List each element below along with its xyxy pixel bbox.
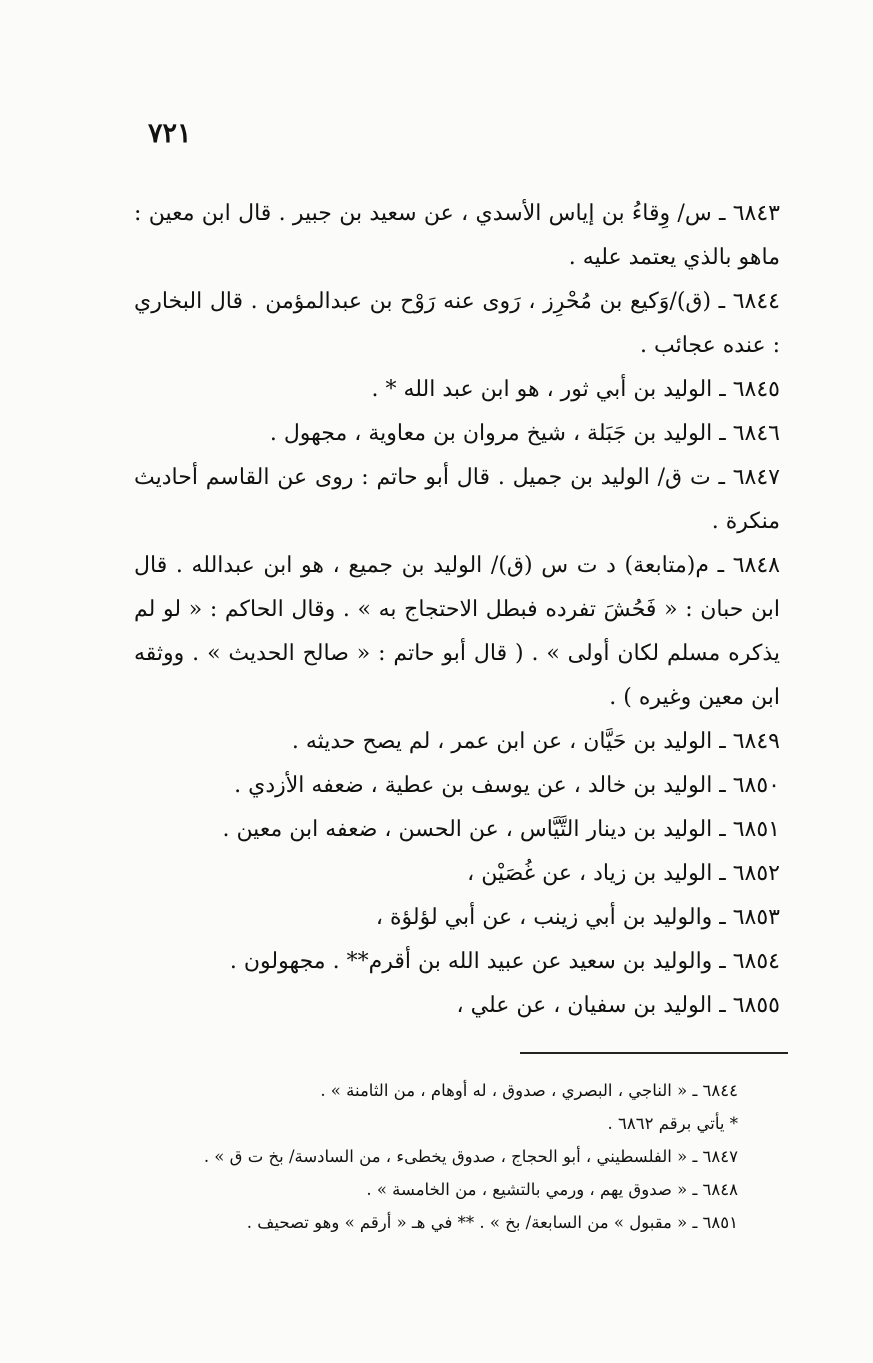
entry-6852: ٦٨٥٢ ـ الوليد بن زياد ، عن غُصَيْن ،	[467, 861, 780, 886]
footnote-divider	[520, 1052, 788, 1054]
page-number: ٧٢١	[148, 118, 192, 149]
entry-6843: ٦٨٤٣ ـ س/ وِقاءُ بن إياس الأسدي ، عن سعيد بن جبير . قال ابن معين : ماهو بالذي يعتمد عليه .	[134, 201, 780, 270]
entry-6851: ٦٨٥١ ـ الوليد بن دينار التَّيَّاس ، عن الحسن ، ضعفه ابن معين .	[222, 817, 780, 842]
footnote-6844: ٦٨٤٤ ـ « الناجي ، البصري ، صدوق ، له أوهام ، من الثامنة » .	[320, 1081, 738, 1100]
entry-6844: ٦٨٤٤ ـ (ق)/وَكيع بن مُحْرِز ، رَوى عنه رَوْح بن عبدالمؤمن . قال البخاري : عنده عجائب .	[134, 289, 780, 358]
entry-6855: ٦٨٥٥ ـ الوليد بن سفيان ، عن علي ،	[456, 993, 780, 1018]
entries-list	[134, 192, 780, 1028]
footnote-asterisk: * يأتي برقم ٦٨٦٢ .	[607, 1114, 738, 1133]
entry-6846: ٦٨٤٦ ـ الوليد بن جَبَلة ، شيخ مروان بن معاوية ، مجهول .	[269, 421, 780, 446]
footnote-6847: ٦٨٤٧ ـ « الفلسطيني ، أبو الحجاج ، صدوق يخطىء ، من السادسة/ بخ ت ق » .	[203, 1147, 738, 1166]
entry-6849: ٦٨٤٩ ـ الوليد بن حَيَّان ، عن ابن عمر ، لم يصح حديثه .	[291, 729, 780, 754]
entry-6845: ٦٨٤٥ ـ الوليد بن أبي ثور ، هو ابن عبد الله * .	[371, 377, 780, 402]
footnote-6851: ٦٨٥١ ـ « مقبول » من السابعة/ بخ » . ** في هـ « أرقم » وهو تصحيف .	[246, 1213, 738, 1232]
entry-6847: ٦٨٤٧ ـ ت ق/ الوليد بن جميل . قال أبو حاتم : روى عن القاسم أحاديث منكرة .	[134, 465, 780, 534]
entry-6854: ٦٨٥٤ ـ والوليد بن سعيد عن عبيد الله بن أقرم** . مجهولون .	[229, 949, 780, 974]
entry-6850: ٦٨٥٠ ـ الوليد بن خالد ، عن يوسف بن عطية ، ضعفه الأزدي .	[234, 773, 780, 798]
entry-6853: ٦٨٥٣ ـ والوليد بن أبي زينب ، عن أبي لؤلؤة ،	[375, 905, 780, 930]
entry-6848: ٦٨٤٨ ـ م(متابعة) د ت س (ق)/ الوليد بن جميع ، هو ابن عبدالله . قال ابن حبان : « فَحُشَ تفرده فبطل الاحتجاج به » . وقال الحاكم : « لو لم يذكره مسلم لكان أولى » . ( قال أبو حاتم : « صالح الحديث » . ووثقه ابن معين وغيره ) .	[134, 553, 780, 710]
footnote-6848: ٦٨٤٨ ـ « صدوق يهم ، ورمي بالتشيع ، من الخامسة » .	[366, 1180, 738, 1199]
footnotes-list	[134, 1074, 738, 1239]
